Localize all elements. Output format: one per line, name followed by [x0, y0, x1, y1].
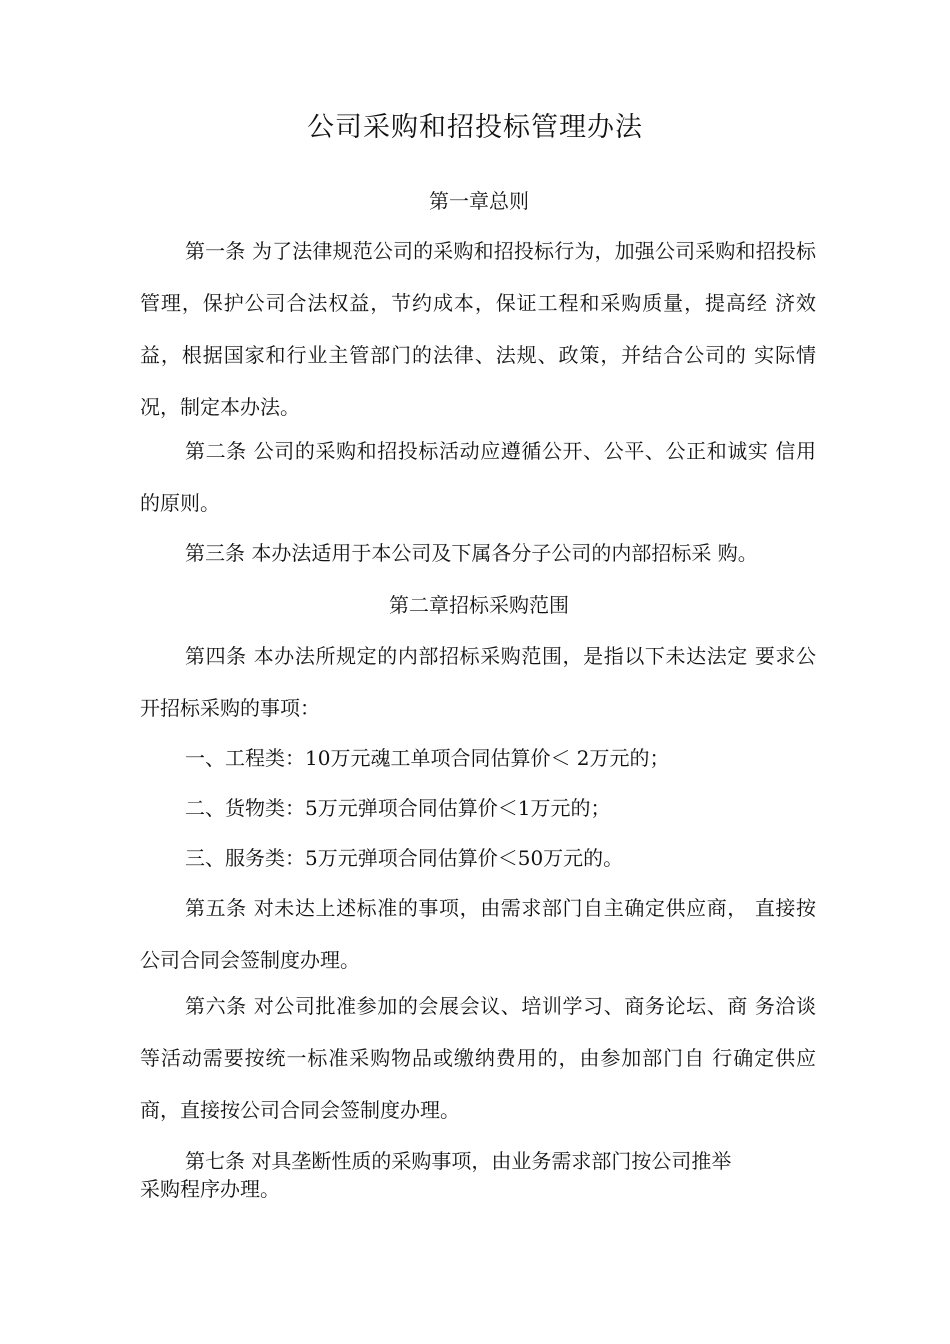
document-title: 公司采购和招投标管理办法: [307, 112, 643, 143]
article-paragraph: [140, 1147, 816, 1203]
list-item: 一、工程类：10万元魂工单项合同估算价＜ 2万元的；: [185, 746, 670, 770]
article-paragraph: 第二条 公司的采购和招投标活动应遵循公开、公平、公正和诚实 信用的原则。: [140, 439, 816, 515]
article-paragraph: 第四条 本办法所规定的内部招标采购范围，是指以下未达法定 要求公开招标采购的事项：: [140, 644, 816, 720]
article-paragraph: 第六条 对公司批准参加的会展会议、培训学习、商务论坛、商 务洽谈等活动需要按统一标准采购物品或缴纳费用的，由参加部门自 行确定供应商，直接按公司合同会签制度办理。: [140, 994, 816, 1122]
chapter-heading: 第二章招标采购范围: [389, 593, 569, 617]
article-paragraph: 第五条 对未达上述标准的事项，由需求部门自主确定供应商， 直接按公司合同会签制度办理。: [140, 896, 816, 972]
list-item: 二、货物类：5万元弹项合同估算价＜1万元的；: [185, 796, 611, 820]
paragraph-line: 采购程序办理。: [140, 1177, 280, 1201]
article-paragraph: 第一条 为了法律规范公司的采购和招投标行为，加强公司采购和招投标管理，保护公司合法权益，节约成本，保证工程和采购质量，提高经 济效益，根据国家和行业主管部门的法律、法规、政策，并结合公司的 实际情况，制定本办法。: [140, 239, 816, 419]
chapter-heading: 第一章总则: [429, 189, 529, 213]
article-paragraph: 第三条 本办法适用于本公司及下属各分子公司的内部招标采 购。: [185, 541, 758, 565]
list-item: 三、服务类：5万元弹项合同估算价＜50万元的。: [185, 846, 624, 870]
paragraph-line: 第七条 对具垄断性质的采购事项，由业务需求部门按公司推举: [185, 1149, 732, 1173]
